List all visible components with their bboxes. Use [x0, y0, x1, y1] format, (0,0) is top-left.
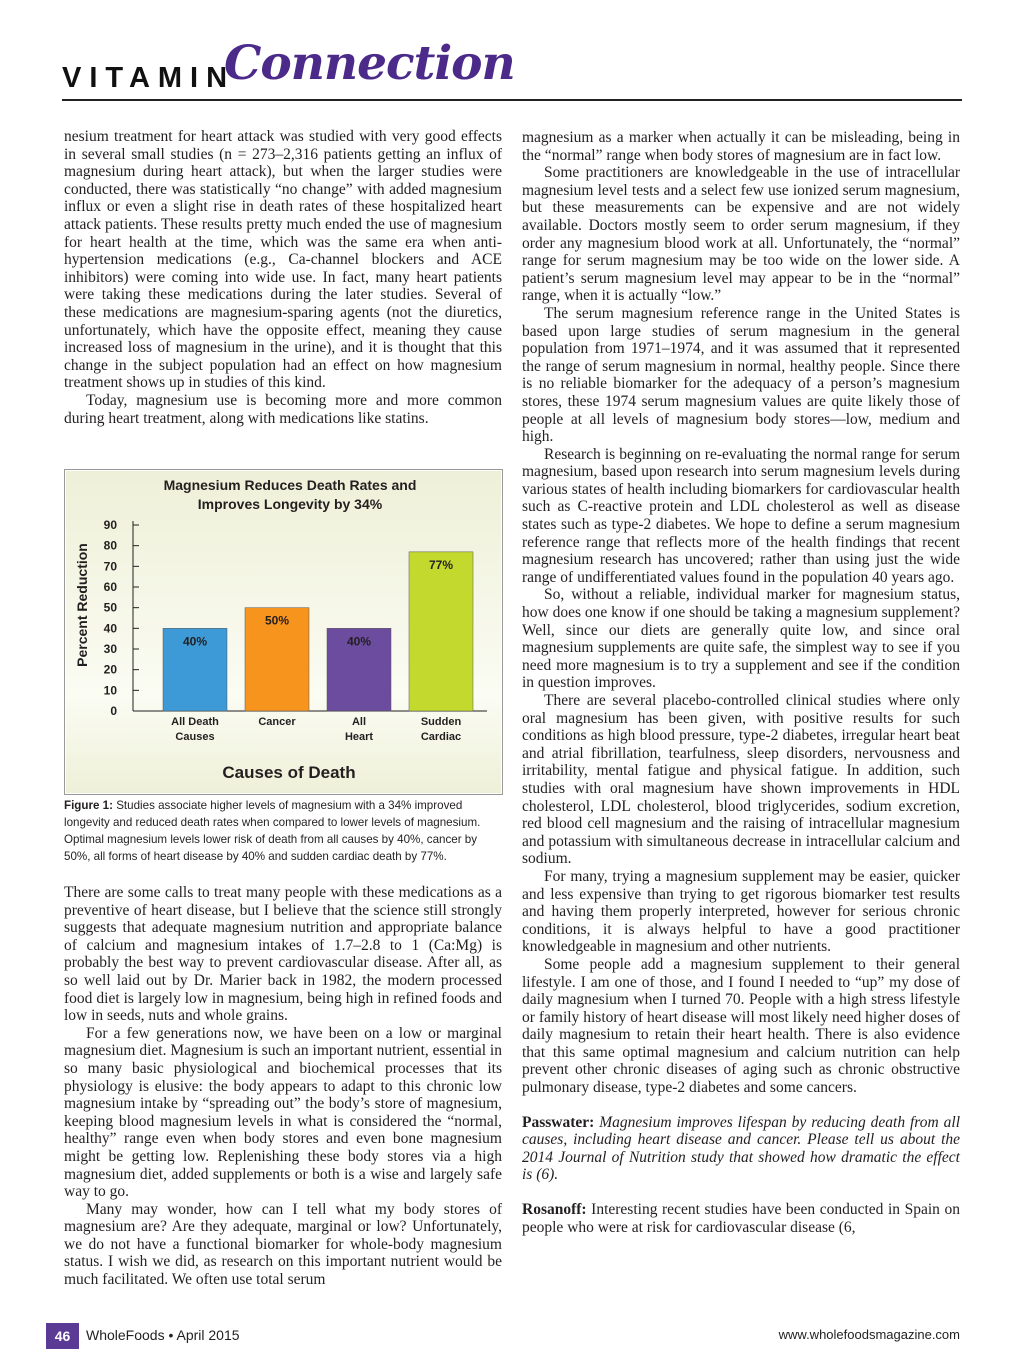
right-paragraph-3: The serum magnesium reference range in the United States is based upon large studies of serum magnesium in the general population from 1971–1974, and it was assumed that it represented the range of serum magnesium in normal, healthy people. Since there is no reliable biomarker for the adequacy of a person’s magnesium stores, these 1974 serum magnesium values are quite likely those of people at all levels of magnesium body stores—low, medium and high.	[522, 304, 960, 446]
page-number: 46	[46, 1323, 79, 1349]
chart-title-line2: Improves Longevity by 34%	[197, 496, 383, 512]
publication-info: WholeFoods • April 2015	[86, 1327, 240, 1343]
bar-data-label: 77%	[428, 557, 454, 572]
y-tick-label: 30	[103, 642, 117, 656]
page-header	[62, 30, 962, 102]
right-paragraph-8: Some people add a magnesium supplement to their general lifestyle. I am one of those, and I found I needed to “up” my dose of daily magnesium when I turned 70. People with a high stress lifestyle or family history of heart disease will most likely need higher doses of daily magnesium to retain their heart health. There is also evidence that this same optimal magnesium and calcium nutrition can help prevent other chronic diseases of aging such as chronic obstructive pulmonary disease, type-2 diabetes and some cancers.	[522, 955, 960, 1097]
left-column	[64, 128, 502, 427]
bar-3	[409, 552, 473, 711]
header-title-connection: Connection	[224, 36, 515, 91]
bar-data-label: 40%	[182, 634, 208, 649]
right-paragraph-7: For many, trying a magnesium supplement may be easier, quicker and less expensive than trying to get rigorous biomarker test results and having them properly interpreted, however for serious chronic conditions, it is always helpful to have a good practitioner knowledgeable in magnesium and other nutrients.	[522, 867, 960, 956]
bar-data-label: 50%	[264, 613, 290, 628]
answer-text: Interesting recent studies have been conducted in Spain on people who were at risk for cardiovascular disease (6,	[522, 1201, 961, 1236]
right-column	[522, 129, 960, 1236]
x-category-label: All Death	[171, 716, 219, 728]
interview-answer	[522, 1201, 960, 1236]
left-column-continued	[64, 884, 502, 1289]
bar-chart	[65, 470, 502, 794]
right-paragraph-6: There are several placebo-controlled clinical studies where only oral magnesium has been given, with positive results for such conditions as high blood pressure, type-2 diabetes, irregular heart beat and atrial fibrillation, tearfulness, sleep disorders, nervousness and irritability, mental fatigue and physical fatigue. In addition, such studies with oral magnesium have shown improvements in HDL cholesterol, LDL cholesterol, blood triglycerides, sodium excretion, red blood cell magnesium and the raising of intracellular magnesium and potassium with simultaneous decrease in intracellular calcium and sodium.	[522, 692, 960, 868]
question-text: Magnesium improves lifespan by reducing death from all causes, including heart disease and cancer. Please tell us about the 2014 Journal of Nutrition study that showed how dramatic the effect is (6).	[522, 1113, 960, 1184]
y-tick-label: 20	[103, 662, 117, 677]
left-paragraph-5: Many may wonder, how can I tell what my body stores of magnesium are? Are they adequate, marginal or low? Unfortunately, we do not have a functional biomarker for whole-body magnesium status. I wish we did, as research on this important nutrient would be much facilitated. We often use total serum	[64, 1200, 502, 1289]
header-rule	[62, 99, 962, 101]
chart-x-axis-label: Causes of Death	[222, 763, 356, 782]
x-category-label: Heart	[344, 731, 374, 743]
left-paragraph-2: Today, magnesium use is becoming more and more common during heart treatment, along with medications like statins.	[64, 391, 502, 427]
right-paragraph-2: Some practitioners are knowledgeable in the use of intracellular magnesium level tests and a select few use ionized serum magnesium, but these measurements can be expensive and are not widely available. Doctors mostly seem to order serum magnesium, if they order any magnesium blood work at all. Unfortunately, the “normal” range for serum magnesium may be too wide on the lower side. A patient’s serum magnesium level may appear to be in the “normal” range, when it is actually “low.”	[522, 164, 960, 305]
left-paragraph-3: There are some calls to treat many people with these medications as a preventive of heart disease, but I believe that the science still strongly suggests that adequate magnesium nutrition and appropriate balance of calcium and magnesium intakes of 1.7–2.8 to 1 (Ca:Mg) is probably the best way to prevent cardiovascular disease. After all, as so well laid out by Dr. Marier back in 1982, the modern processed food diet is largely low in magnesium, being high in refined foods and low in seeds, nuts and whole grains.	[64, 884, 502, 1025]
y-tick-label: 80	[103, 538, 117, 553]
chart-y-axis-label: Percent Reduction	[74, 543, 90, 667]
question-speaker: Passwater:	[522, 1113, 595, 1131]
bar-data-label: 40%	[346, 634, 372, 649]
x-category-label: Cancer	[258, 716, 296, 728]
chart-title-line1: Magnesium Reduces Death Rates and	[163, 477, 417, 493]
right-paragraph-5: So, without a reliable, individual marker for magnesium status, how does one know if one should be taking a magnesium supplement? Well, since our diets are generally quite low, and since oral magnesium supplements are quite safe, the simplest way to see if you need more magnesium is to try a supplement and see if the condition in question improves.	[522, 586, 960, 692]
figure-label: Figure 1:	[64, 799, 113, 812]
left-paragraph-1: nesium treatment for heart attack was studied with very good effects in several small studies (n = 273–2,316 patients getting an influx of magnesium during heart attack), but when the larger studies were conducted, there was statistically “no change” with added magnesium influx or even a slight rise in death rates of these hospitalized heart attack patients. These results pretty much ended the use of magnesium for heart health at the time, which was the same era when anti-hypertension medications (e.g., Ca-channel blockers and ACE inhibitors) were coming into wide use. In fact, many heart patients were taking these medications during the later studies. Several of these medications are magnesium-sparing agents (not the diuretics, unfortunately, which have the opposite effect, meaning they cause increased loss of magnesium in the urine), and it is thought that this change in the subject population had an effect on how magnesium treatment shows up in studies of this kind.	[64, 128, 502, 392]
right-paragraph-4: Research is beginning on re-evaluating the normal range for serum magnesium, based upon research into serum magnesium levels during various states of health including biomarkers for cardiovascular health such as C-reactive protein and LDL cholesterol as well as disease states such as type-2 diabetes. We hope to define a serum magnesium reference range that reflects more of the health findings that recent magnesium research has uncovered; rather than using just the wide range of undifferentiated values found in the population 40 years ago.	[522, 445, 960, 586]
y-tick-label: 90	[103, 518, 117, 532]
answer-speaker: Rosanoff:	[522, 1201, 587, 1219]
header-title-vitamin: VITAMIN	[62, 62, 236, 94]
y-tick-label: 40	[103, 621, 117, 636]
y-tick-label: 70	[103, 559, 117, 574]
y-tick-label: 10	[103, 683, 117, 698]
x-category-label: Causes	[175, 731, 215, 743]
y-tick-label: 0	[110, 704, 117, 718]
website-link[interactable]: www.wholefoodsmagazine.com	[778, 1327, 960, 1342]
x-category-label: Sudden	[420, 716, 462, 728]
figure-caption-text: Studies associate higher levels of magnesium with a 34% improved longevity and reduced death rates when compared to lower levels of magnesium. Optimal magnesium levels lower risk of death from all causes by 40%, cancer by 50%, all forms of heart disease by 40% and sudden cardiac death by 77%.	[64, 799, 481, 863]
left-paragraph-4: For a few generations now, we have been on a low or marginal magnesium diet. Magnesium is such an important nutrient, essential in so many basic physiological and biochemical processes that its physiology is elusive: the body appears to adapt to this chronic low magnesium intake by “spreading out” the body’s store of magnesium, keeping blood magnesium levels in what is considered the “normal, healthy” range even when body stores and even bone magnesium might be getting low. Replenishing these body stores via a high magnesium diet, added supplements or both is a wise and largely safe way to go.	[64, 1024, 502, 1201]
x-category-label: Cardiac	[420, 731, 462, 743]
figure-chart-box	[64, 469, 503, 795]
x-category-label: All	[351, 716, 367, 728]
interview-question	[522, 1114, 960, 1184]
right-paragraph-1: magnesium as a marker when actually it can be misleading, being in the “normal” range when body stores of magnesium are in fact low.	[522, 129, 960, 164]
y-tick-label: 60	[103, 580, 117, 594]
y-tick-label: 50	[103, 600, 117, 615]
figure-caption	[64, 797, 502, 865]
